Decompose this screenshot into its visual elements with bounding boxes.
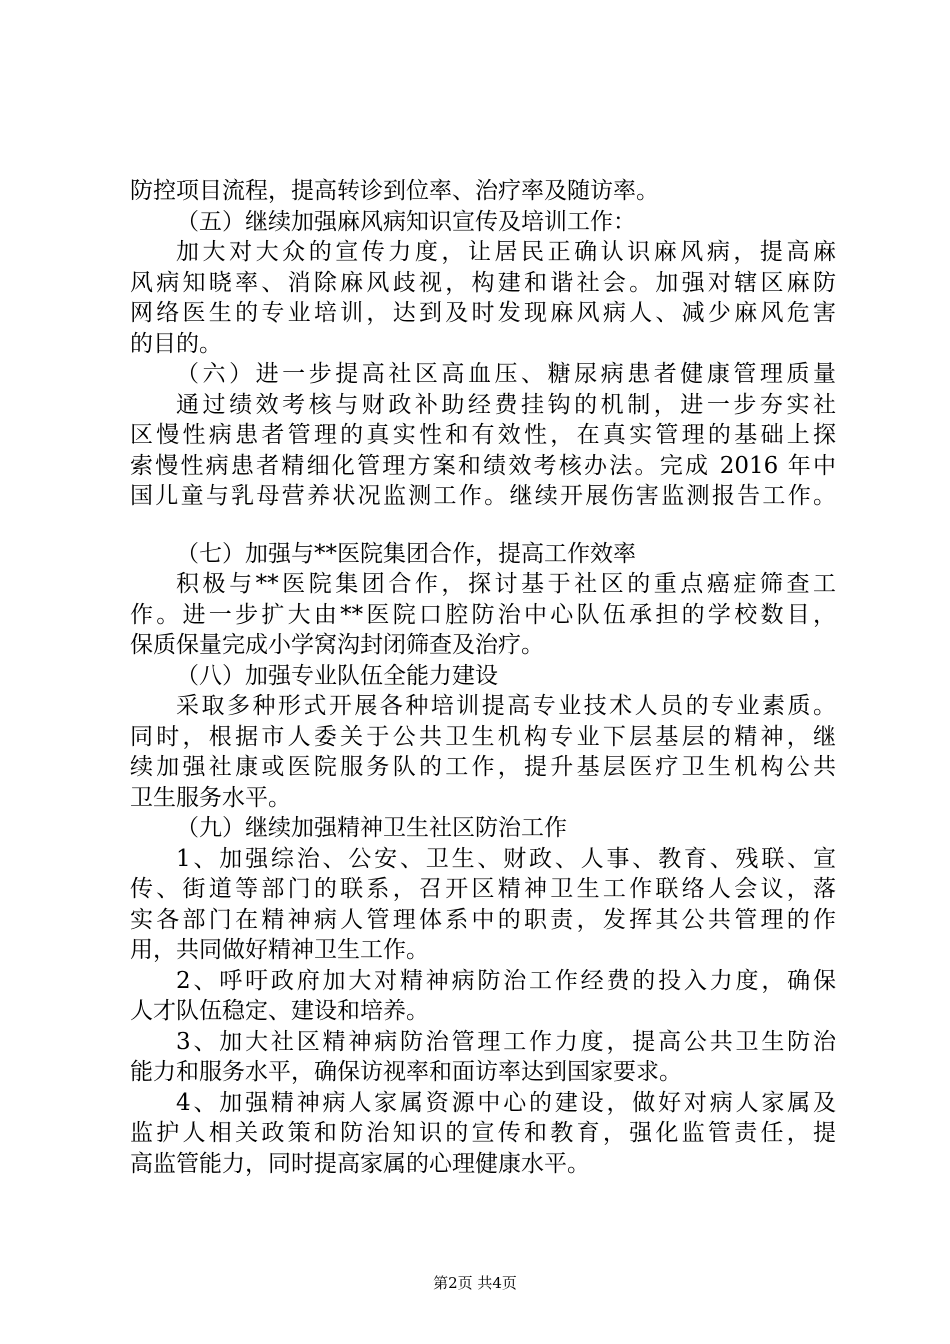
text-line: 的目的。 bbox=[130, 330, 222, 357]
text-line: 同时，根据市人委关于公共卫生机构专业下层基层的精神，继 bbox=[130, 723, 836, 750]
text-line: 作。进一步扩大由**医院口腔防治中心队伍承担的学校数目， bbox=[130, 601, 836, 628]
text-line: 加大对大众的宣传力度，让居民正确认识麻风病，提高麻 bbox=[176, 239, 836, 265]
text-line: 续加强社康或医院服务队的工作，提升基层医疗卫生机构公共 bbox=[130, 754, 836, 780]
text-line: 2、呼吁政府加大对精神病防治工作经费的投入力度，确保 bbox=[176, 967, 836, 994]
text-line: 1、加强综治、公安、卫生、财政、人事、教育、残联、宣 bbox=[176, 845, 836, 872]
text-line: 网络医生的专业培训，达到及时发现麻风病人、减少麻风危害 bbox=[130, 300, 836, 326]
text-line: 用，共同做好精神卫生工作。 bbox=[130, 937, 429, 963]
text-line: （六）进一步提高社区高血压、糖尿病患者健康管理质量 bbox=[176, 361, 836, 387]
text-line: 索慢性病患者精细化管理方案和绩效考核办法。完成 2016 年中 bbox=[130, 452, 836, 479]
document-body bbox=[130, 176, 836, 1179]
text-line: 通过绩效考核与财政补助经费挂钩的机制，进一步夯实社 bbox=[176, 391, 836, 418]
text-line: 采取多种形式开展各种培训提高专业技术人员的专业素质。 bbox=[176, 693, 836, 719]
text-line: 国儿童与乳母营养状况监测工作。继续开展伤害监测报告工作。 bbox=[130, 483, 836, 509]
text-line: 高监管能力，同时提高家属的心理健康水平。 bbox=[130, 1150, 590, 1177]
text-line: （九）继续加强精神卫生社区防治工作 bbox=[176, 815, 567, 841]
text-line: 保质保量完成小学窝沟封闭筛查及治疗。 bbox=[130, 632, 544, 658]
text-line: 实各部门在精神病人管理体系中的职责，发挥其公共管理的作 bbox=[130, 906, 836, 933]
paragraph-gap bbox=[130, 512, 836, 539]
text-line: 风病知晓率、消除麻风歧视，构建和谐社会。加强对辖区麻防 bbox=[130, 269, 836, 296]
text-line: 卫生服务水平。 bbox=[130, 784, 291, 811]
text-line: 传、街道等部门的联系，召开区精神卫生工作联络人会议，落 bbox=[130, 876, 836, 902]
text-line: 3、加大社区精神病防治管理工作力度，提高公共卫生防治 bbox=[176, 1028, 836, 1055]
text-line: （八）加强专业队伍全能力建设 bbox=[176, 662, 498, 689]
text-line: 人才队伍稳定、建设和培养。 bbox=[130, 998, 429, 1024]
text-line: 监护人相关政策和防治知识的宣传和教育，强化监管责任，提 bbox=[130, 1120, 836, 1146]
text-line: 积极与**医院集团合作，探讨基于社区的重点癌症筛查工 bbox=[176, 571, 836, 597]
text-line: 4、加强精神病人家属资源中心的建设，做好对病人家属及 bbox=[176, 1089, 836, 1116]
text-line: （七）加强与**医院集团合作，提高工作效率 bbox=[176, 540, 636, 567]
text-line: 区慢性病患者管理的真实性和有效性，在真实管理的基础上探 bbox=[130, 422, 836, 448]
text-line: （五）继续加强麻风病知识宣传及培训工作： bbox=[176, 208, 636, 235]
text-line: 能力和服务水平，确保访视率和面访率达到国家要求。 bbox=[130, 1059, 682, 1085]
page-footer: 第2页 共4页 bbox=[433, 1274, 517, 1292]
text-line: 防控项目流程，提高转诊到位率、治疗率及随访率。 bbox=[130, 178, 659, 204]
